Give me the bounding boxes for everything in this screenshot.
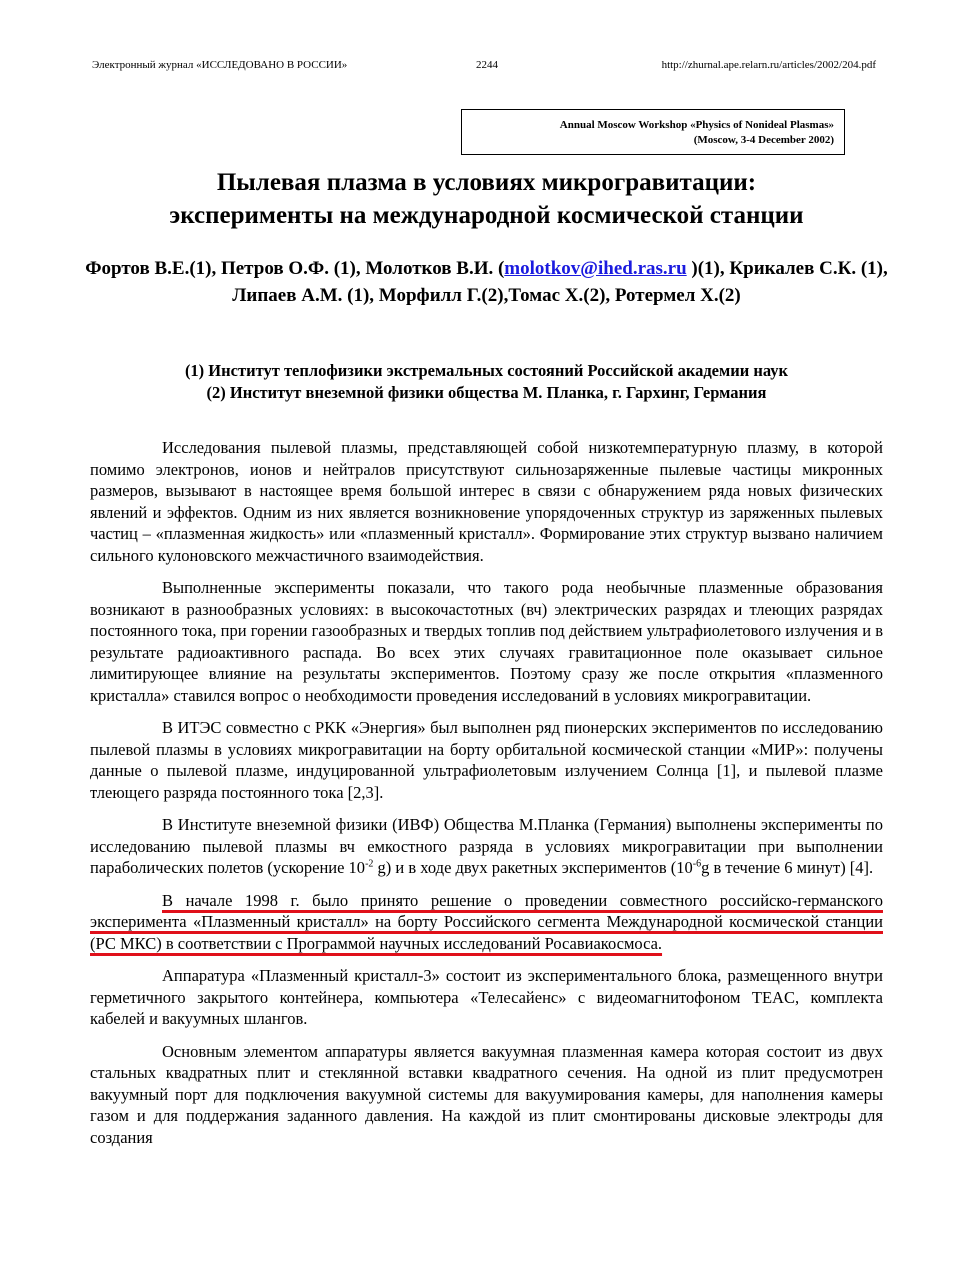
paragraph-5-highlighted	[90, 890, 883, 955]
article-body	[90, 437, 883, 1159]
author-list	[60, 255, 913, 309]
conference-name: Annual Moscow Workshop «Physics of Nonideal Plasmas»	[559, 119, 834, 131]
journal-name: Электронный журнал «ИССЛЕДОВАНО В РОССИИ»	[92, 59, 348, 71]
authors-part-1: Фортов В.Е.(1), Петров О.Ф. (1), Молотков В.И. (	[85, 258, 505, 279]
paragraph-4	[90, 814, 883, 879]
paragraph-4-text-c: g в течение 6 минут) [4].	[701, 858, 874, 877]
paragraph-4-text-a: В Институте внеземной физики (ИВФ) Общества М.Планка (Германия) выполнены эксперименты по исследованию пылевой плазмы вч емкостного разряда в условиях микрогравитации при выполнении параболических полетов (ускорение 10	[90, 815, 883, 877]
title-line-2: эксперименты на международной космической станции	[169, 202, 804, 229]
paragraph-6: Аппаратура «Плазменный кристалл-3» состоит из экспериментального блока, размещенного внутри герметичного закрытого контейнера, компьютера «Телесайенс» с видеомагнитофоном TEAC, комплекта кабелей и вакуумных шлангов.	[90, 966, 883, 1028]
page-header	[92, 59, 876, 75]
conference-date: (Moscow, 3-4 December 2002)	[693, 134, 834, 146]
paragraph-1: Исследования пылевой плазмы, представляющей собой низкотемпературную плазму, в которой помимо электронов, ионов и нейтралов присутствуют сильнозаряженные пылевые частицы микронных размеров, вызывают в настоящее время большой интерес в связи с обнаружением ряда новых физических явлений и эффектов. Одним из них является возникновение упорядоченных структур из заряженных пылевых частиц – «плазменная жидкость» или «плазменный кристалл». Формирование этих структур вызвано наличием сильного кулоновского межчастичного взаимодействия.	[90, 438, 883, 565]
page-number: 2244	[476, 59, 498, 71]
article-url: http://zhurnal.ape.relarn.ru/articles/2002/204.pdf	[661, 59, 876, 71]
paper-title	[60, 166, 913, 232]
paragraph-3: В ИТЭС совместно с РКК «Энергия» был выполнен ряд пионерских экспериментов по исследованию пылевой плазмы в условиях микрогравитации на борту орбитальной космической станции «МИР»: получены данные о пылевой плазме, индуцированной ультрафиолетовым излучением Солнца [1], и пылевой плазме тлеющего разряда постоянного тока [2,3].	[90, 718, 883, 802]
paragraph-7: Основным элементом аппаратуры является вакуумная плазменная камера которая состоит из двух стальных квадратных плит и стеклянной вставки квадратного сечения. На одной из плит предусмотрен вакуумный порт для подключения вакуумной системы для вакуумирования камеры, для наполнения камеры газом и для поддержания заданного давления. На каждой из плит смонтированы дисковые электроды для создания	[90, 1041, 883, 1147]
affiliation-2: (2) Институт внеземной физики общества М. Планка, г. Гархинг, Германия	[206, 383, 767, 402]
paragraph-2: Выполненные эксперименты показали, что такого рода необычные плазменные образования возникают в разнообразных условиях: в высокочастотных (вч) электрических разрядах и тлеющих разрядах постоянного тока, при горении газообразных и твердых топлив под действием ультрафиолетового излучения и в результате радиоактивного распада. Во всех этих случаях гравитационное поле оказывает сильное лимитирующее влияние на результаты экспериментов. Поэтому сразу же после открытия «плазменного кристалла» ставился вопрос о необходимости проведения исследований в условиях микрогравитации.	[90, 578, 883, 705]
affiliation-1: (1) Институт теплофизики экстремальных состояний Российской академии наук	[184, 361, 789, 380]
paragraph-4-text-b: g) и в ходе двух ракетных экспериментов (10	[373, 858, 693, 877]
title-line-1: Пылевая плазма в условиях микрогравитации:	[216, 169, 757, 196]
author-email-link[interactable]: molotkov@ihed.ras.ru	[504, 258, 687, 279]
conference-box	[461, 109, 845, 155]
highlighted-text: В начале 1998 г. было принято решение о проведении совместного российско-германского эксперимента «Плазменный кристалл» на борту Российского сегмента Международной космической станции (РС МКС) в соответствии с Программой научных исследований Росавиакосмоса.	[90, 890, 883, 953]
affiliations	[60, 360, 913, 404]
authors-part-2: )(1), Крикалев С.К. (1), Липаев А.М. (1), Морфилл Г.(2),Томас Х.(2), Ротермел Х.(2)	[232, 258, 888, 306]
exponent-2: -6	[692, 858, 702, 870]
exponent-1: -2	[365, 858, 374, 870]
